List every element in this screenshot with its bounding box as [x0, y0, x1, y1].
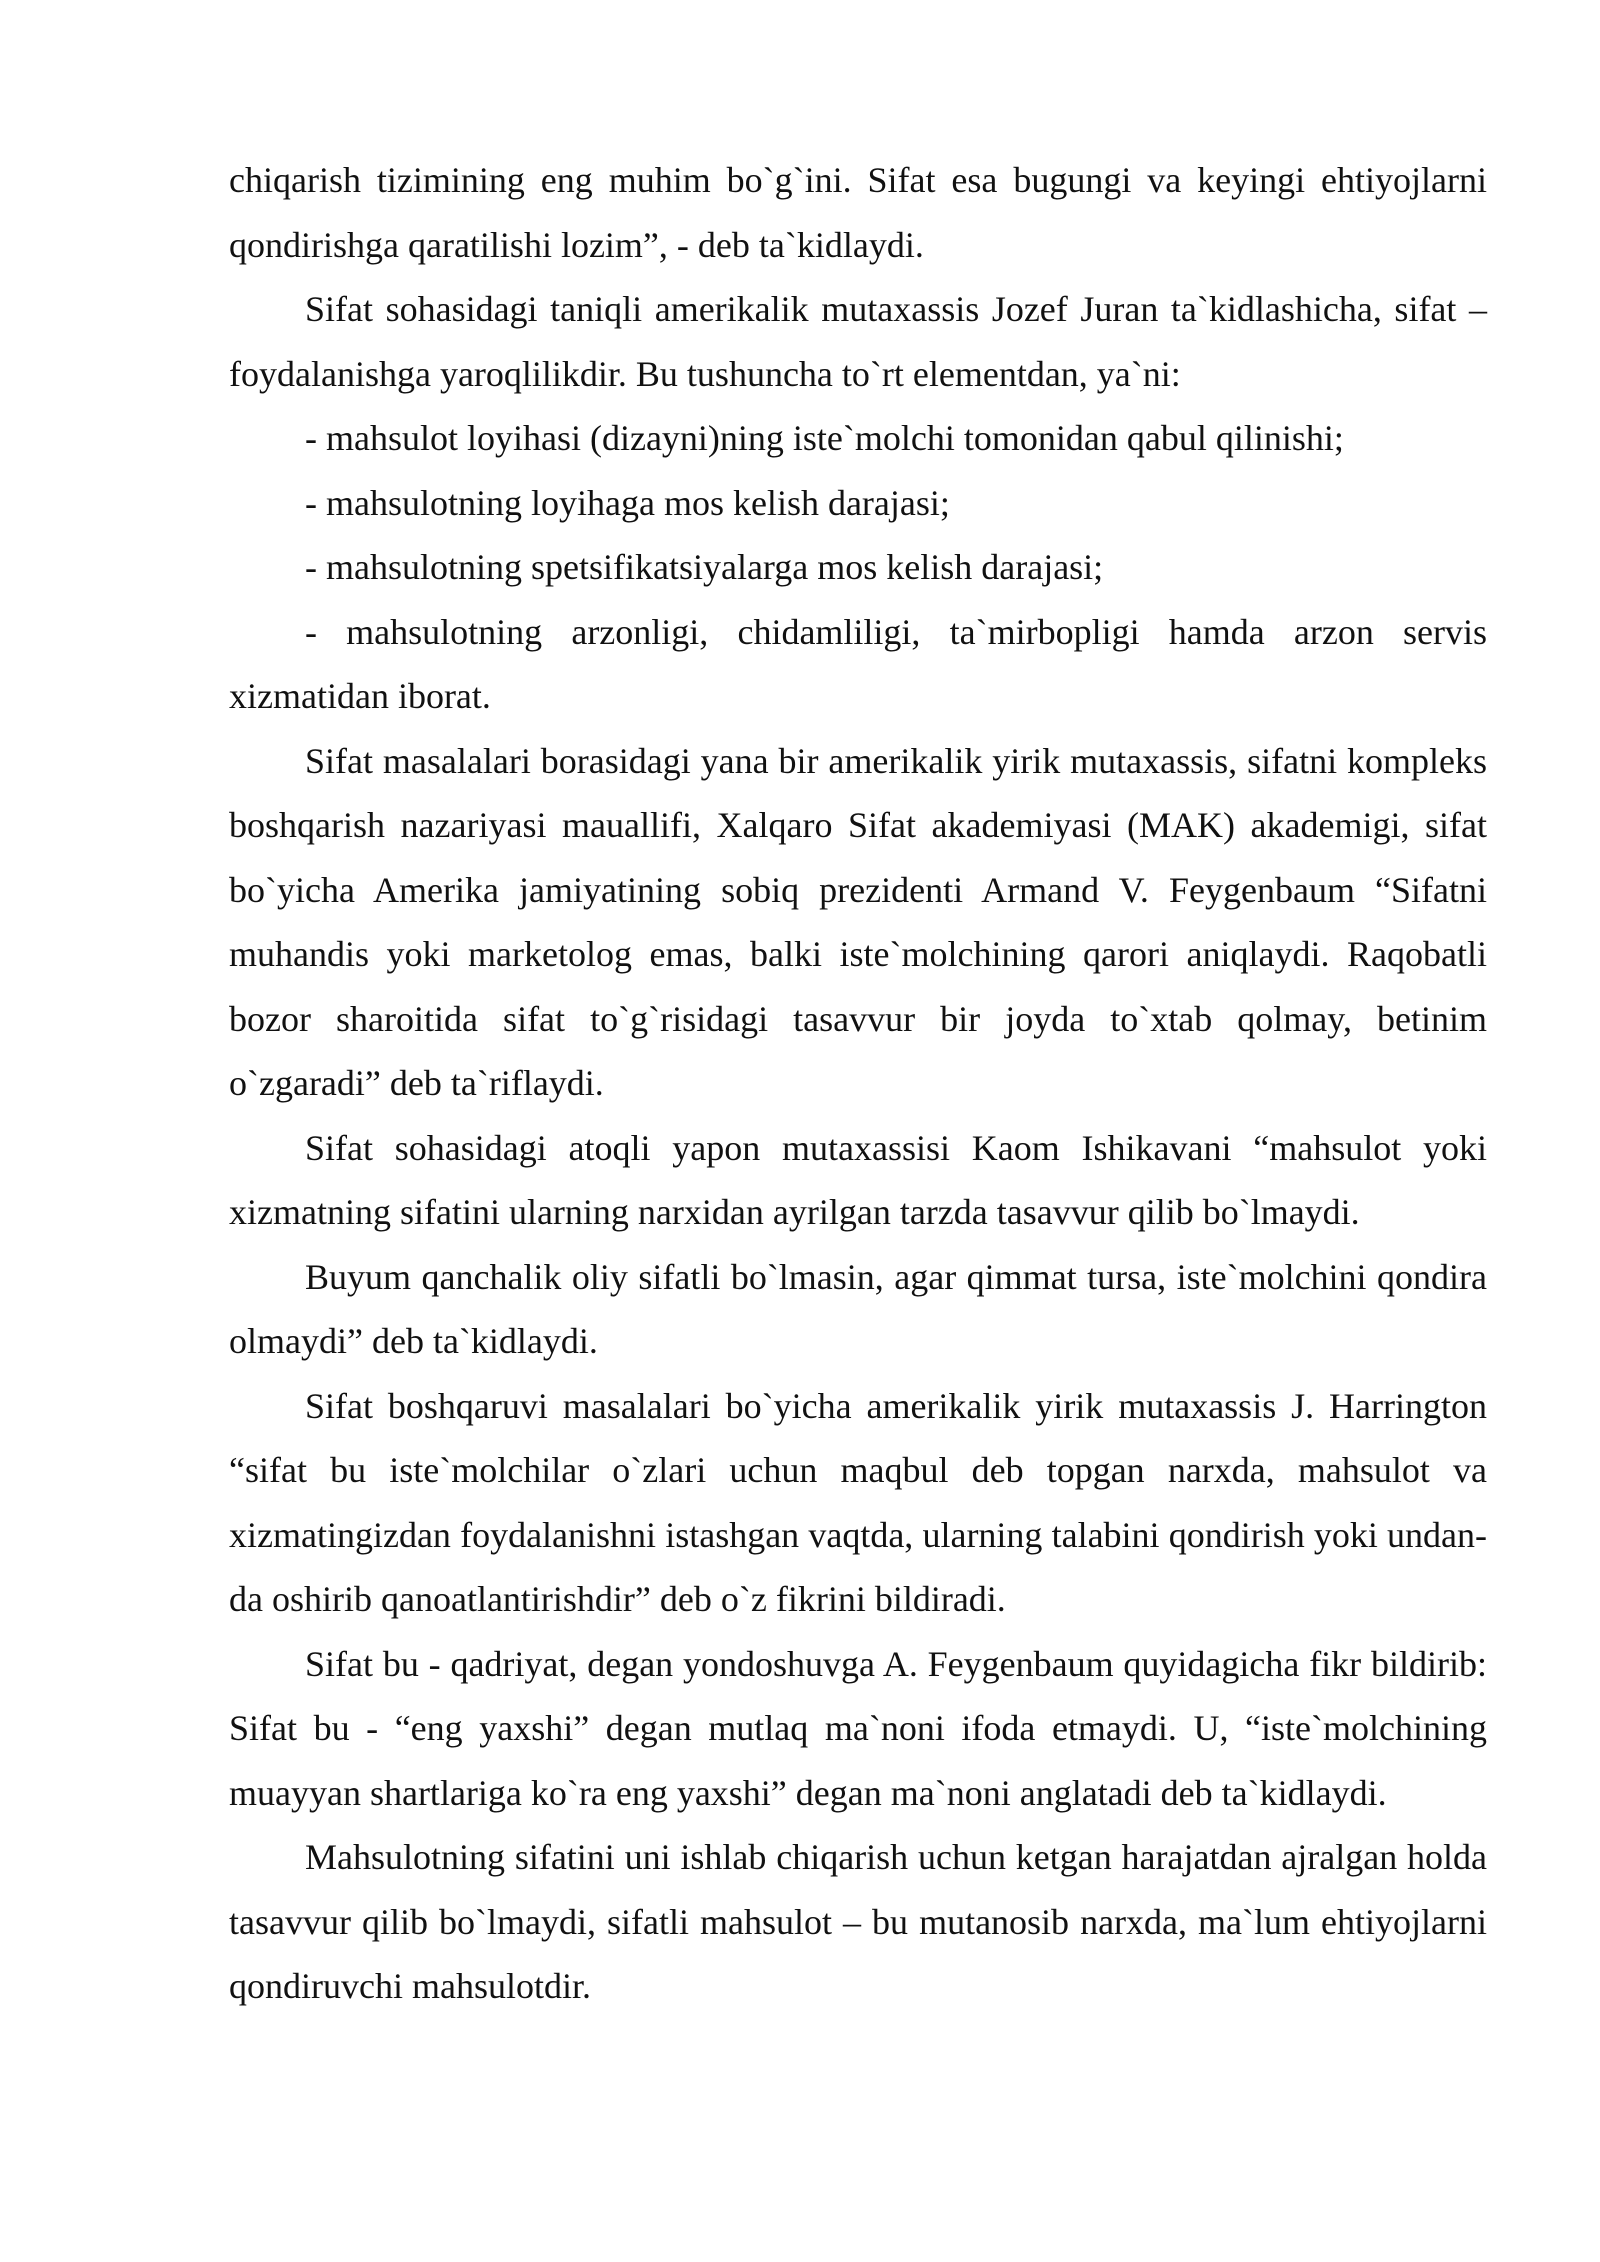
paragraph-conclusion: Mahsulotning sifatini uni ishlab chiqarish uchun ketgan harajatdan ajralgan holda tasavvur qilib bo`lmaydi, sifatli mahsulot – bu mutanosib narxda, ma`lum ehtiyojlarni qondiruvchi mahsulotdir.: [229, 1837, 1487, 2006]
list-item-cost-durability: - mahsulotning arzonligi, chidamliligi, ta`mirbopligi hamda arzon servis xizmatidan iborat.: [229, 611, 1487, 716]
list-item-project-conformity: - mahsulotning loyihaga mos kelish darajasi;: [305, 482, 950, 523]
paragraph-feigenbaum: Sifat masalalari borasidagi yana bir amerikalik yirik mutaxassis, sifatni kompleks boshqarish nazariyasi mauallifi, Xalqaro Sifat akademiyasi (MAK) akademigi, sifat bo`yicha Amerika jamiyatining sobiq prezidenti Armand V. Feygenbaum “Sifatni muhandis yoki marketolog emas, balki iste`molchining qarori aniqlaydi. Raqobatli bozor sharoitida sifat to`g`risidagi tasavvur bir joyda to`xtab qolmay, betinim o`zgaradi” deb ta`riflaydi.: [229, 740, 1487, 1103]
list-item-design: - mahsulot loyihasi (dizayni)ning iste`molchi tomonidan qabul qilinishi;: [305, 418, 1344, 458]
paragraph-ishikawa-cont: Buyum qanchalik oliy sifatli bo`lmasin, agar qimmat tursa, iste`molchini qondira olmaydi” deb ta`kidlaydi.: [229, 1256, 1487, 1361]
paragraph-ishikawa: Sifat sohasidagi atoqli yapon mutaxassisi Kaom Ishikavani “mahsulot yoki xizmatning sifatini ularning narxidan ayrilgan tarzda tasavvur qilib bo`lmaydi.: [229, 1127, 1487, 1232]
paragraph-harrington: Sifat boshqaruvi masalalari bo`yicha amerikalik yirik mutaxassis J. Harrington “sifat bu iste`molchilar o`zlari uchun maqbul deb topgan narxda, mahsulot va xizmatingizdan foydalanishni istashgan vaqtda, ularning talabini qondirish yoki undan-da oshirib qanoatlantirishdir” deb o`z fikrini bildiradi.: [229, 1385, 1487, 1619]
paragraph-juran: Sifat sohasidagi taniqli amerikalik mutaxassis Jozef Juran ta`kidlashicha, sifat – foydalanishga yaroqlilikdir. Bu tushuncha to`rt elementdan, ya`ni:: [229, 289, 1487, 394]
paragraph-continuation: chiqarish tizimining eng muhim bo`g`ini. Sifat esa bugungi va keyingi ehtiyojlarni qondirishga qaratilishi lozim”, - deb ta`kidlaydi.: [229, 160, 1487, 265]
document-body: [229, 148, 1487, 2019]
list-item-specification-conformity: - mahsulotning spetsifikatsiyalarga mos kelish darajasi;: [305, 547, 1104, 587]
paragraph-value: Sifat bu - qadriyat, degan yondoshuvga A. Feygenbaum quyidagicha fikr bildirib: Sifat bu - “eng yaxshi” degan mutlaq ma`noni ifoda etmaydi. U, “iste`molchining muayyan shartlariga ko`ra eng yaxshi” degan ma`noni anglatadi deb ta`kidlaydi.: [229, 1643, 1487, 1813]
